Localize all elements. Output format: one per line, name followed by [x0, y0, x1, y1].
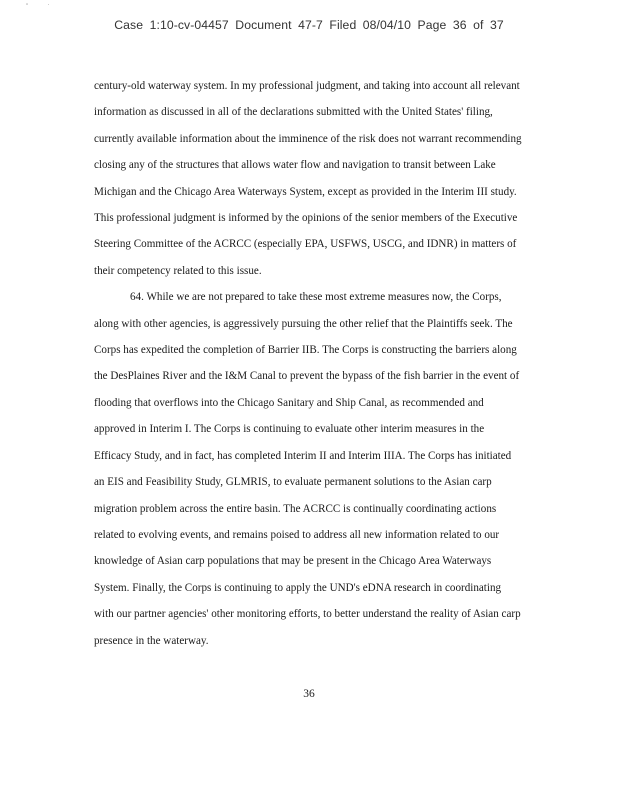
- paragraph-continuation: [94, 73, 530, 284]
- text-line: information as discussed in all of the declarations submitted with the United States' filing,: [94, 106, 493, 119]
- scan-corner-marks: ˇ ˙: [26, 4, 59, 10]
- text-line: Efficacy Study, and in fact, has completed Interim II and Interim IIIA. The Corps has initiated: [94, 449, 512, 462]
- text-line: currently available information about the imminence of the risk does not warrant recommending: [94, 132, 522, 145]
- text-line: presence in the waterway.: [94, 634, 209, 647]
- paragraph-64: [94, 284, 530, 654]
- text-line: century-old waterway system. In my professional judgment, and taking into account all relevant: [94, 80, 520, 92]
- case-header: Case 1:10-cv-04457 Document 47-7 Filed 08/04/10 Page 36 of 37: [114, 18, 504, 32]
- text-line: Michigan and the Chicago Area Waterways System, except as provided in the Interim III study.: [94, 185, 517, 198]
- text-line: with our partner agencies' other monitoring efforts, to better understand the reality of Asian carp: [94, 608, 521, 621]
- document-body: [94, 73, 530, 654]
- text-line: migration problem across the entire basin. The ACRCC is continually coordinating actions: [94, 502, 497, 515]
- page-number: 36: [303, 688, 315, 700]
- text-line: This professional judgment is informed by the opinions of the senior members of the Executive: [94, 212, 518, 225]
- text-line: closing any of the structures that allows water flow and navigation to transit between Lake: [94, 159, 496, 172]
- text-line: the DesPlaines River and the I&M Canal to prevent the bypass of the fish barrier in the event of: [94, 370, 520, 383]
- text-line: an EIS and Feasibility Study, GLMRIS, to evaluate permanent solutions to the Asian carp: [94, 476, 492, 489]
- text-line: 64. While we are not prepared to take these most extreme measures now, the Corps,: [130, 291, 502, 304]
- text-line: System. Finally, the Corps is continuing to apply the UND's eDNA research in coordinating: [94, 581, 502, 594]
- text-line: flooding that overflows into the Chicago Sanitary and Ship Canal, as recommended and: [94, 396, 484, 409]
- text-line: knowledge of Asian carp populations that may be present in the Chicago Area Waterways: [94, 555, 492, 568]
- text-line: their competency related to this issue.: [94, 264, 262, 277]
- text-line: along with other agencies, is aggressively pursuing the other relief that the Plaintiffs seek. The: [94, 317, 513, 330]
- text-line: approved in Interim I. The Corps is continuing to evaluate other interim measures in the: [94, 423, 485, 436]
- text-line: related to evolving events, and remains poised to address all new information related to our: [94, 528, 500, 541]
- text-line: Steering Committee of the ACRCC (especially EPA, USFWS, USCG, and IDNR) in matters of: [94, 238, 517, 251]
- text-line: Corps has expedited the completion of Barrier IIB. The Corps is constructing the barriers along: [94, 344, 517, 357]
